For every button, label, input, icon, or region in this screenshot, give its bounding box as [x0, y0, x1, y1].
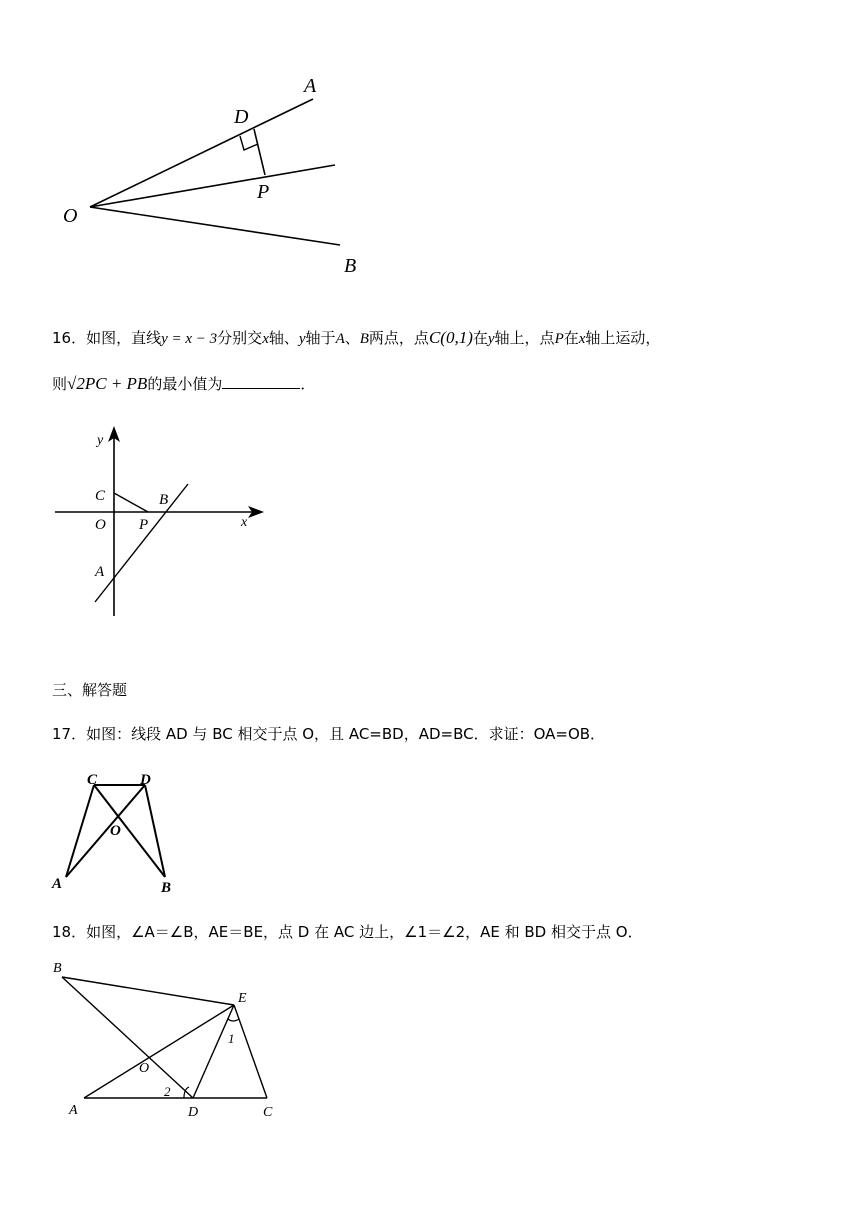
answer-blank[interactable]: [222, 374, 300, 389]
label-O: O: [139, 1061, 150, 1076]
figure-triangles: [0, 955, 860, 1125]
figure-coordinate-plane: [0, 420, 860, 640]
section-heading: 三、解答题: [52, 681, 128, 699]
label-C: C: [87, 772, 98, 788]
label-2: 2: [164, 1084, 171, 1099]
text: ．: [300, 375, 316, 393]
label-D: D: [234, 106, 249, 128]
text: 分别交: [217, 329, 263, 347]
text: 在: [563, 329, 579, 347]
label-B: B: [159, 492, 169, 508]
text: 两点，点: [368, 329, 429, 347]
figure-angle-bisector: [0, 0, 860, 300]
text: 轴上，点: [494, 329, 555, 347]
label-E: E: [238, 991, 247, 1006]
right-angle-mark: [240, 136, 258, 150]
label-A: A: [69, 1103, 78, 1118]
point-A: A: [335, 331, 345, 347]
var-x: x: [578, 331, 586, 347]
point-C: C(0,1): [428, 328, 473, 347]
segment-DP: [254, 129, 265, 175]
ray-OP: [90, 165, 335, 207]
point-B: B: [359, 331, 369, 347]
point-P: P: [554, 331, 564, 347]
text: 轴上运动，: [585, 329, 661, 347]
figure-crossed-segments: [0, 765, 860, 895]
label-O: O: [95, 517, 106, 533]
label-B: B: [53, 961, 62, 976]
label-x: x: [241, 515, 248, 530]
text: 在: [472, 329, 488, 347]
question-17: 17．如图：线段 AD 与 BC 相交于点 O，且 AC=BD，AD=BC．求证：OA=OB．: [52, 725, 606, 743]
segment-AC: [66, 785, 94, 877]
ray-OA: [90, 99, 313, 207]
label-B: B: [161, 880, 172, 896]
equation: y = x − 3: [161, 331, 218, 347]
question-16-line1: [52, 328, 660, 349]
line-AB: [95, 484, 188, 602]
segment-CP: [114, 493, 148, 512]
var-x: x: [262, 331, 269, 347]
segment-DE: [193, 1005, 234, 1098]
label-B: B: [344, 255, 357, 277]
ray-OB: [90, 207, 340, 245]
label-y: y: [97, 433, 104, 448]
label-P: P: [139, 517, 149, 533]
question-number: 16．: [52, 329, 87, 347]
text: 轴、: [268, 329, 299, 347]
question-16-line2: [52, 374, 315, 394]
question-18: 18．如图，∠A＝∠B，AE＝BE，点 D 在 AC 边上，∠1＝∠2，AE 和 BD 相交于点 O．: [52, 923, 643, 941]
text: 的最小值为: [147, 375, 223, 393]
angle-1-arc: [228, 1019, 239, 1021]
label-P: P: [257, 181, 270, 203]
label-O: O: [63, 205, 78, 227]
label-C: C: [263, 1105, 273, 1120]
label-1: 1: [228, 1031, 235, 1046]
text: 则: [52, 375, 68, 393]
label-A: A: [304, 75, 317, 97]
text: 轴于: [305, 329, 336, 347]
label-O: O: [110, 823, 121, 839]
label-C: C: [95, 488, 106, 504]
label-D: D: [188, 1105, 199, 1120]
var-y: y: [487, 331, 495, 347]
label-D: D: [140, 772, 151, 788]
label-A: A: [52, 876, 63, 892]
var-y: y: [298, 331, 306, 347]
expression: √2PC + PB: [67, 374, 148, 393]
text: 如图，直线: [86, 329, 162, 347]
text: 、: [344, 329, 360, 347]
label-A: A: [95, 564, 105, 580]
